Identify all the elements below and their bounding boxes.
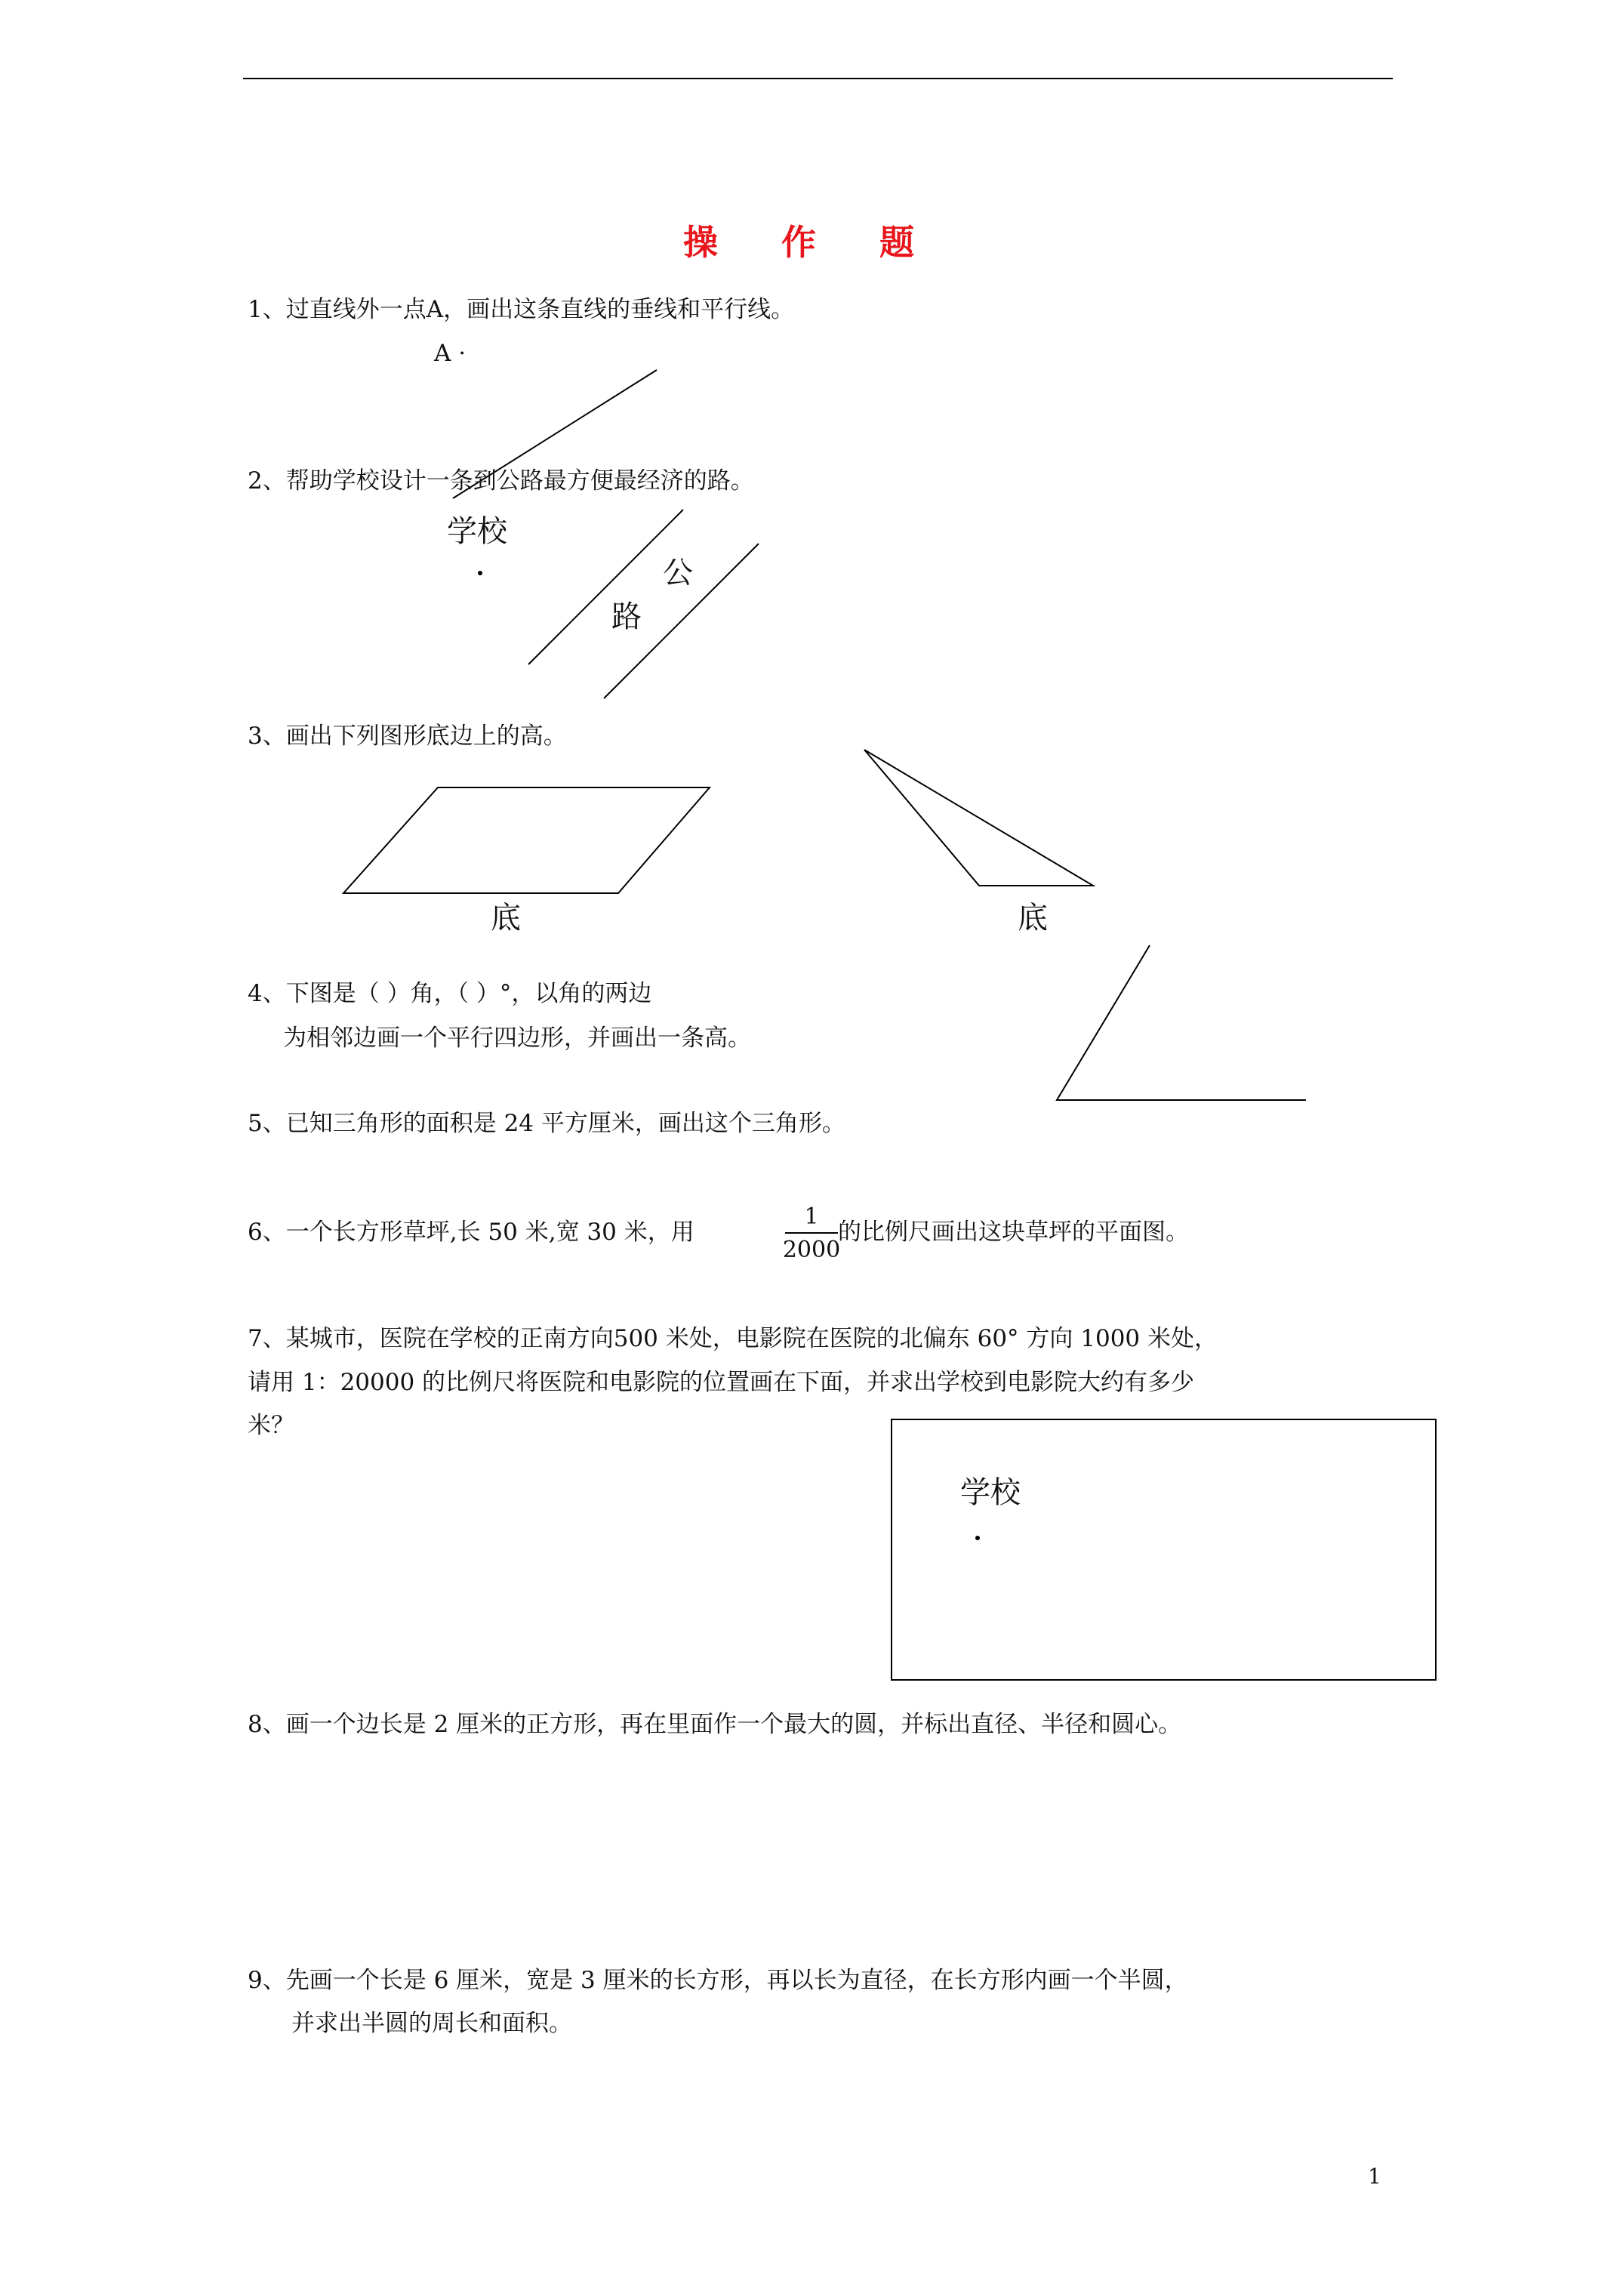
page-number: 1 xyxy=(1368,2164,1381,2189)
q7-drawing-box xyxy=(892,1419,1436,1680)
question-4-line-1: 4、下图是（ ）角，（ ）°，以角的两边 xyxy=(248,980,652,1007)
q2-road-label-1: 公 xyxy=(663,556,693,590)
question-1: 1、过直线外一点A，画出这条直线的垂线和平行线。 xyxy=(248,296,795,323)
question-6-after: 的比例尺画出这块草坪的平面图。 xyxy=(838,1219,1189,1246)
q3-parallelogram xyxy=(343,787,710,893)
question-7-line-2: 请用 1：20000 的比例尺将医院和电影院的位置画在下面，并求出学校到电影院大约有多少 xyxy=(248,1369,1195,1396)
q6-fraction-numerator: 1 xyxy=(804,1203,819,1230)
q2-school-dot xyxy=(478,571,482,575)
question-9-line-2: 并求出半圆的周长和面积。 xyxy=(291,2010,572,2037)
question-7-line-1: 7、某城市，医院在学校的正南方向500 米处，电影院在医院的北偏东 60° 方向 1000 米处， xyxy=(248,1325,1218,1352)
question-5: 5、已知三角形的面积是 24 平方厘米，画出这个三角形。 xyxy=(248,1110,845,1137)
page-title: 操 作 题 xyxy=(682,222,941,263)
q4-angle xyxy=(1057,945,1306,1100)
question-4-line-2: 为相邻边画一个平行四边形，并画出一条高。 xyxy=(283,1025,751,1052)
question-3: 3、画出下列图形底边上的高。 xyxy=(248,723,567,750)
q2-road-line-left xyxy=(528,510,683,664)
q3-base-label-left: 底 xyxy=(491,901,521,935)
question-8: 8、画一个边长是 2 厘米的正方形，再在里面作一个最大的圆，并标出直径、半径和圆心。 xyxy=(248,1711,1182,1738)
question-7-line-3: 米？ xyxy=(248,1412,294,1439)
question-2: 2、帮助学校设计一条到公路最方便最经济的路。 xyxy=(248,467,754,495)
q7-school-dot xyxy=(975,1536,980,1540)
q2-road-label-2: 路 xyxy=(611,599,642,634)
question-9-line-1: 9、先画一个长是 6 厘米，宽是 3 厘米的长方形，再以长为直径，在长方形内画一个半圆， xyxy=(248,1967,1188,1994)
q1-point-a: A · xyxy=(434,340,467,367)
q7-school-label: 学校 xyxy=(960,1475,1021,1510)
q6-fraction-denominator: 2000 xyxy=(782,1237,841,1263)
question-6-before: 6、一个长方形草坪,长 50 米,宽 30 米，用 xyxy=(248,1219,694,1246)
q3-triangle xyxy=(864,750,1093,886)
q3-base-label-right: 底 xyxy=(1018,901,1048,935)
q2-school-label: 学校 xyxy=(447,514,507,549)
